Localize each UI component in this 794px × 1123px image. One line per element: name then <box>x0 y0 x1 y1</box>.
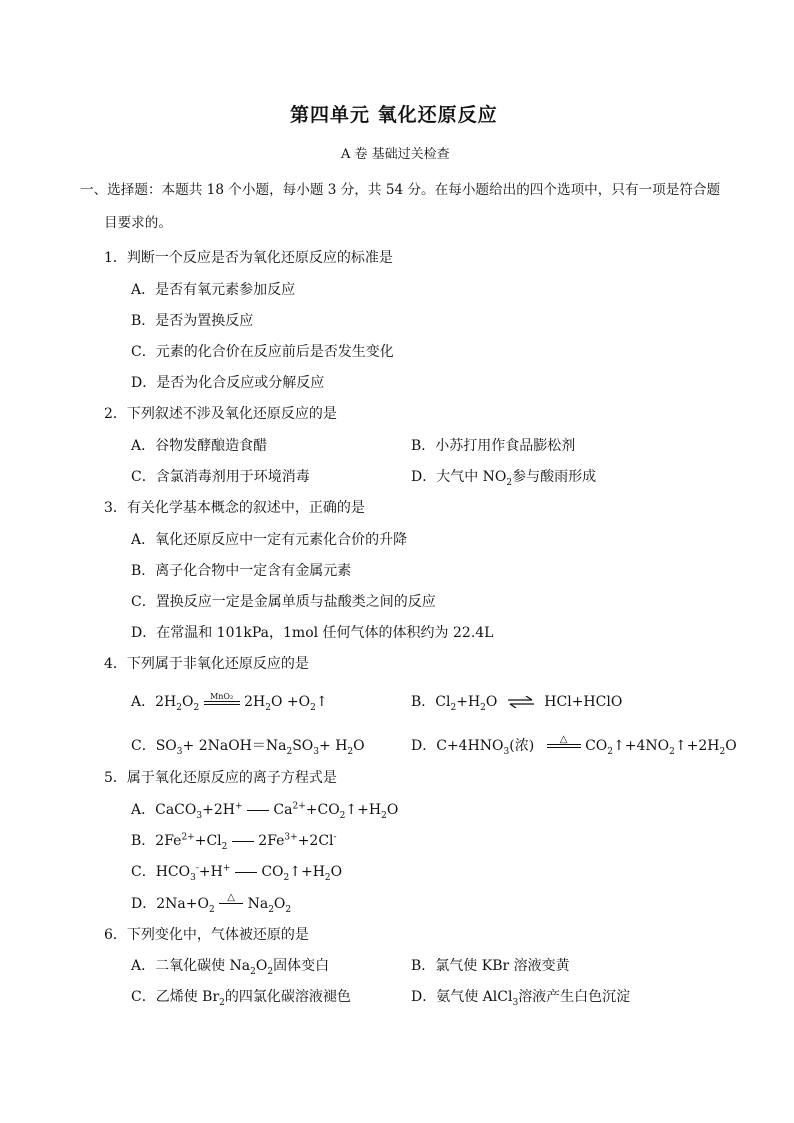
q5-b-sup3: - <box>333 832 337 843</box>
q4-a-arrow: ↑ <box>315 694 328 710</box>
question-5-option-d <box>131 891 292 915</box>
q5-b-sub1: 2 <box>221 841 228 852</box>
line <box>219 903 243 904</box>
heat-equal-sign <box>547 735 581 748</box>
q6-a1: A．二氧化碳使 Na <box>131 958 251 974</box>
q4-a-sub2: 2 <box>193 702 200 713</box>
question-3-stem: 3．有关化学基本概念的叙述中，正确的是 <box>104 500 365 516</box>
heat-arrow <box>219 893 243 904</box>
q5-a-sub3: 2 <box>381 810 387 821</box>
q5-c-sub1: 3 <box>190 872 196 883</box>
q4-c-t2: + 2NaOH＝Na <box>182 738 287 754</box>
line <box>247 810 269 811</box>
reversible-arrow-icon <box>506 696 536 708</box>
q5-d-sub3: 2 <box>285 904 292 915</box>
q4-b-label: B．Cl <box>411 694 451 710</box>
q4-c-sub3: 3 <box>313 746 320 757</box>
q6-d2: 溶液产生白色沉淀 <box>518 989 631 1005</box>
question-2-option-d <box>411 468 596 486</box>
question-6-stem: 6．下列变化中，气体被还原的是 <box>104 927 309 943</box>
line <box>232 841 254 842</box>
q4-b-sub2: 2 <box>480 702 486 713</box>
question-4-option-a <box>131 693 328 711</box>
question-1-stem: 1．判断一个反应是否为氧化还原反应的标准是 <box>104 250 393 266</box>
question-4-option-d <box>411 733 737 757</box>
q6-a-sub2: 2 <box>267 966 274 977</box>
q4-d-rhs1: CO <box>585 738 608 754</box>
question-6-option-b: B．氯气使 KBr 溶液变黄 <box>411 958 570 974</box>
heat-icon: △ <box>559 733 568 745</box>
q5-c-rhs2: ↑+H <box>289 864 325 880</box>
question-5-stem: 5．属于氧化还原反应的离子方程式是 <box>104 770 337 786</box>
q6-a3: 固体变白 <box>273 958 330 974</box>
q4-d-sub4: 2 <box>719 746 726 757</box>
q4-d-sub1: 3 <box>503 746 510 757</box>
q4-d-rhs3: ↑+2H <box>674 738 720 754</box>
q5-d-sub2: 2 <box>268 904 274 915</box>
q4-d-t2: (浓) <box>509 738 535 754</box>
section-intro-line2: 目要求的。 <box>104 215 172 231</box>
section-intro-line1: 一、选择题：本题共 18 个小题，每小题 3 分，共 54 分。在每小题给出的四个选项中，只有一项是符合题 <box>80 182 721 198</box>
equal-line <box>232 837 254 842</box>
q4-c-t5: O <box>353 738 365 754</box>
equal-bar <box>204 701 240 705</box>
q5-a-rhs1: Ca <box>273 802 293 818</box>
q5-c-rhs1: CO <box>261 864 284 880</box>
q4-a-rhs1: 2H <box>244 694 266 710</box>
heat-icon: △ <box>227 891 235 903</box>
q4-d-t1: D．C+4HNO <box>411 738 504 754</box>
q5-c-rhs3: O <box>330 864 343 880</box>
line <box>235 872 257 873</box>
q6-d1: D．氨气使 AlCl <box>411 989 513 1005</box>
q6-c-sub1: 2 <box>219 997 225 1008</box>
question-6-option-c <box>131 988 351 1006</box>
q2-d-post: 参与酸雨形成 <box>512 469 597 485</box>
question-6-option-d <box>411 988 630 1006</box>
question-4-stem: 4．下列属于非氧化还原反应的是 <box>104 656 309 672</box>
q4-c-t1: C．SO <box>131 738 177 754</box>
question-1-option-d: D．是否为化合反应或分解反应 <box>131 375 325 391</box>
q4-d-sub2: 2 <box>607 746 614 757</box>
question-5-option-c <box>131 863 342 881</box>
q4-a-rhs1-tail: O +O <box>270 694 311 710</box>
q5-c-sub3: 2 <box>324 872 331 883</box>
q5-c-sub2: 2 <box>283 872 290 883</box>
equal-line <box>235 868 257 873</box>
q6-d-sub1: 3 <box>512 997 519 1008</box>
catalyst-equal-sign <box>204 692 240 705</box>
q4-c-t4: + H <box>319 738 348 754</box>
question-2-option-c: C．含氯消毒剂用于环境消毒 <box>131 469 310 485</box>
q4-a-sub3: 2 <box>265 702 271 713</box>
question-3-option-b: B．离子化合物中一定含有金属元素 <box>131 563 352 579</box>
q6-a-sub1: 2 <box>250 966 256 977</box>
q5-a-rhs3: ↑+H <box>345 802 382 818</box>
question-5-option-a <box>131 801 398 819</box>
q4-a-sub1: 2 <box>176 702 182 713</box>
q4-d-rhs2: ↑+4NO <box>613 738 670 754</box>
q5-a-sub2: 2 <box>339 810 346 821</box>
question-5-option-b <box>131 832 337 850</box>
q2-d-sub: 2 <box>506 477 513 488</box>
q4-b-sub1: 2 <box>450 702 457 713</box>
q4-c-sub2: 2 <box>286 746 293 757</box>
question-2-option-a: A．谷物发酵酿造食醋 <box>131 438 268 454</box>
q5-a2: +2H <box>202 802 235 818</box>
question-1-option-b: B．是否为置换反应 <box>131 313 254 329</box>
q4-b-rhs: HCl+HClO <box>544 694 623 710</box>
q4-c-sub1: 3 <box>176 746 183 757</box>
q4-b-lhs-tail2: O <box>485 694 498 710</box>
q4-d-sub3: 2 <box>669 746 675 757</box>
q5-a-sup1: + <box>234 801 243 812</box>
q4-d-rhs4: O <box>725 738 737 754</box>
question-3-option-d: D．在常温和 101kPa，1mol 任何气体的体积约为 22.4L <box>131 625 494 641</box>
q5-c-sup1: - <box>195 863 199 874</box>
question-2-stem: 2．下列叙述不涉及氧化还原反应的是 <box>104 406 337 422</box>
q5-c-sup2: + <box>222 863 231 874</box>
question-6-option-a <box>131 957 329 975</box>
q5-b-rhs2: +2Cl <box>297 833 334 849</box>
page-title: 第四单元 氧化还原反应 <box>290 104 498 126</box>
q5-a-rhs2: +CO <box>305 802 340 818</box>
q5-b-rhs1: 2Fe <box>258 833 285 849</box>
q5-b1: B．2Fe <box>131 833 182 849</box>
question-3-option-c: C．置换反应一定是金属单质与盐酸类之间的反应 <box>131 594 436 610</box>
question-4-option-c <box>131 737 365 755</box>
q5-d-rhs2: O <box>273 896 286 912</box>
q4-a-catalyst: MnO₂ <box>210 691 234 701</box>
q5-a-sub1: 3 <box>196 810 203 821</box>
q4-a-lhs-tail: O <box>181 694 194 710</box>
question-2-option-b: B．小苏打用作食品膨松剂 <box>411 438 576 454</box>
q4-c-sub4: 2 <box>347 746 354 757</box>
q4-a-label: A．2H <box>131 694 177 710</box>
q2-d-pre: D．大气中 NO <box>411 469 507 485</box>
q4-a-sub4: 2 <box>310 702 316 713</box>
q4-b-lhs-tail: +H <box>456 694 481 710</box>
q5-a-sup2: 2+ <box>292 801 306 812</box>
equal-line <box>247 806 269 811</box>
q5-d-sub1: 2 <box>208 904 215 915</box>
q5-b-sup1: 2+ <box>181 832 195 843</box>
q4-c-t3: SO <box>292 738 314 754</box>
q5-c1: C．HCO <box>131 864 191 880</box>
q5-a1: A．CaCO <box>131 802 197 818</box>
q5-b2: +Cl <box>194 833 222 849</box>
q5-a-rhs4: O <box>386 802 399 818</box>
q5-d-rhs1: Na <box>247 896 269 912</box>
question-1-option-a: A．是否有氧元素参加反应 <box>131 282 296 298</box>
q5-d1: D．2Na+O <box>131 896 209 912</box>
page-subtitle: A 卷 基础过关检查 <box>341 147 450 162</box>
q5-c2: +H <box>198 864 223 880</box>
q5-b-sup2: 3+ <box>284 832 298 843</box>
question-3-option-a: A．氧化还原反应中一定有元素化合价的升降 <box>131 532 408 548</box>
question-4-option-b <box>411 693 622 711</box>
q6-c1: C．乙烯使 Br <box>131 989 220 1005</box>
q6-c2: 的四氯化碳溶液褪色 <box>224 989 351 1005</box>
q6-a2: O <box>255 958 268 974</box>
question-1-option-c: C．元素的化合价在反应前后是否发生变化 <box>131 344 394 360</box>
